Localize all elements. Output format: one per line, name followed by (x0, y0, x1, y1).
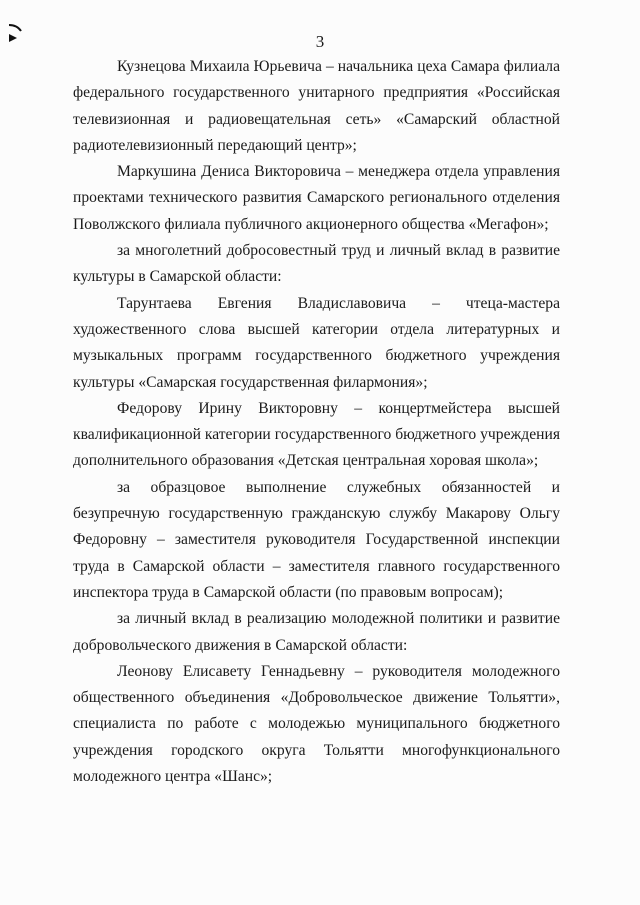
paragraph-culture-heading: за многолетний добросовестный труд и личный вклад в развитие культуры в Самарской области: (73, 242, 560, 286)
page-number: 3 (315, 32, 325, 51)
document-body (73, 54, 560, 790)
paragraph-fedorova: Федорову Ирину Викторовну – концертмейстера высшей квалификационной категории государственного бюджетного учреждения дополнительного образования «Детская центральная хоровая школа»; (73, 399, 560, 470)
paragraph-markushin: Маркушина Дениса Викторовича – менеджера отдела управления проектами технического развития Самарского регионального отделения Поволжского филиала публичного акционерного общества «Мегафон»; (73, 163, 560, 233)
paragraph-kuznetsov: Кузнецова Михаила Юрьевича – начальника цеха Самара филиала федерального государственного унитарного предприятия «Российская телевизионная и радиовещательная сеть» «Самарский областной радиотелевизионный передающий центр»; (73, 58, 560, 154)
paragraph-leonova: Леонову Елисавету Геннадьевну – руководителя молодежного общественного объединения «Добровольческое движение Тольятти», специалиста по работе с молодежью муниципального бюджетного учреждения городского округа Тольятти многофункционального молодежного центра «Шанс»; (73, 662, 560, 786)
paragraph-makarova: за образцовое выполнение служебных обязанностей и безупречную государственную гражданскую службу Макарову Ольгу Федоровну – заместителя руководителя Государственной инспекции труда в Самарской области – заместителя главного государственного инспектора труда в Самарской области (по правовым вопросам); (73, 478, 560, 601)
paragraph-youth-heading: за личный вклад в реализацию молодежной политики и развитие добровольческого движения в Самарской области: (73, 610, 560, 654)
paragraph-taruntaev: Тарунтаева Евгения Владиславовича – чтеца-мастера художественного слова высшей категории отдела литературных и музыкальных программ государственного бюджетного учреждения культуры «Самарская государственная филармония»; (73, 294, 560, 391)
